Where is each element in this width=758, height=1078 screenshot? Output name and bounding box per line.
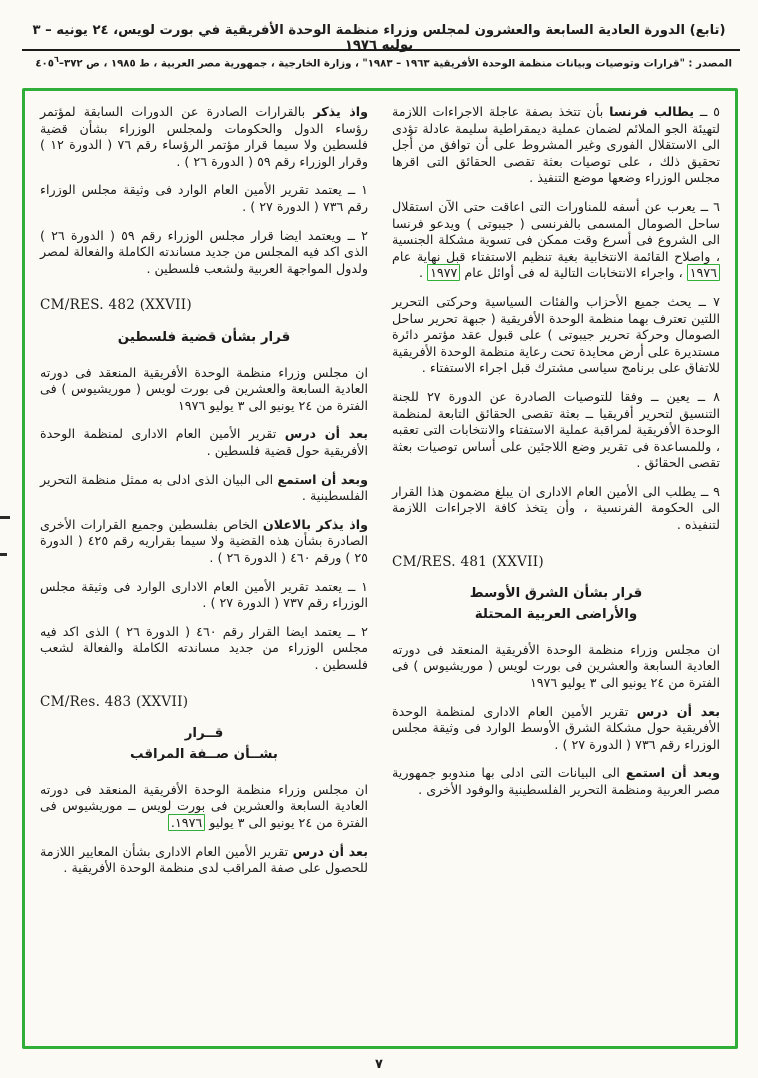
paragraph	[40, 426, 368, 459]
paragraph	[392, 294, 720, 377]
paragraph	[40, 624, 368, 674]
text-segment: وبعد أن استمع	[277, 471, 368, 487]
text-segment: ٢ ــ يعتمد ايضا القرار رقم ٤٦٠ ( الدورة ٢٦ ) الذى اكد فيه مجلس الوزراء من جديد مساندته الكاملة والفعالة لشعب فلسطين .	[40, 623, 368, 673]
resolution-code: CM/RES. 481 (XXVII)	[392, 553, 544, 570]
text-segment: ، واجراء الانتخابات التالية له فى أوائل عام	[460, 265, 687, 281]
text-segment: وبعد أن استمع	[625, 765, 720, 781]
text-segment: الى البيان الذى ادلى به ممثل منظمة التحرير الفلسطينية .	[40, 471, 368, 504]
paragraph	[392, 389, 720, 472]
text-segment: ٧ ــ يحث جميع الأحزاب والفئات السياسية وحركتى التحرير اللتين تعترف بهما منظمة الوحدة الأفريقية ( جبهة تحرير ساحل الصومال وحركة تحرير جيبوتى ) على قبول عقد مؤتمر دائرة مستديرة على أرض محايدة تحت رعاية منظمة الوحدة الأفريقية للاتفاق على برنامج سياسى مشترك قبل اجراء الاستفتاء .	[392, 293, 720, 376]
text-segment: بعد أن درس	[292, 843, 368, 859]
text-segment: الى البيانات التى ادلى بها مندوبو جمهورية مصر العربية ومنظمة التحرير الفلسطينية والوفود الأخرى .	[392, 765, 720, 797]
text-segment: واذ يذكر بالاعلان	[262, 516, 368, 532]
resolution-title-line: والأراضى العربية المحتلة	[474, 607, 638, 623]
text-segment: الخاص بفلسطين وجميع القرارات الأخرى الصادرة بشأن هذه القضية ولا سيما بقراريه رقم ٤٢٥ ( الدورة ٢٥ ) ورقم ٤٦٠ ( الدورة ٢٦ ) .	[40, 516, 369, 566]
header-source-text: المصدر : "قرارات وتوصيات وبيانات منظمة الوحدة الأفريقية ١٩٦٣ – ١٩٨٣" ، وزارة الخارجية ، جمهورية مصر العربية ، ط ١٩٨٥ ، ص ٣٧٢–٤٠٥	[35, 58, 732, 70]
paragraph	[40, 517, 368, 567]
paragraph	[40, 365, 368, 415]
text-segment: تقرير الأمين العام الادارى بشأن المعايير اللازمة للحصول على صفة المراقب لدى منظمة الوحدة الأفريقية .	[40, 843, 368, 876]
resolution-title-line: قــرار	[184, 726, 224, 742]
text-segment: ٥ ــ	[694, 104, 720, 119]
text-segment: ١ ــ يعتمد تقرير الأمين العام الوارد فى وثيقة مجلس الوزراء رقم ٧٣٦ ( الدورة ٢٧ ) .	[40, 182, 368, 214]
header-title: (تابع) الدورة العادية السابعة والعشرون لمجلس وزراء منظمة الوحدة الأفريقية في بورت لويس، ٢٤ يونيه – ٣ يوليه ١٩٧٦	[32, 23, 726, 53]
footnote-marker: ٦	[54, 55, 59, 64]
resolution-title-line: بشــأن صــفة المراقب	[130, 746, 278, 762]
paragraph	[392, 642, 720, 692]
text-segment: ٦ ــ يعرب عن أسفه للمناورات التى اعاقت حتى الآن استقلال ساحل الصومال المسمى بالفرنسى ( جيبوتى ) ويدعو فرنسا الى الشروع فى أسرع وقت ممكن فى تسوية مشكلة الجنسية ، واصلاح القائمة الانتخابية بغية تنظيم الاستفتاء قبل نهاية عام	[392, 198, 720, 264]
header-source	[16, 55, 732, 69]
text-segment: ١ ــ يعتمد تقرير الأمين العام الادارى الوارد فى وثيقة مجلس الوزراء رقم ٧٣٧ ( الدورة ٢٧ ) .	[40, 578, 368, 611]
paragraph	[392, 484, 720, 534]
text-segment: ٩ ــ يطلب الى الأمين العام الادارى ان يبلغ مضمون هذا القرار الى الحكومة الفرنسية ، وأن يتخذ كافة الاجراءات اللازمة لتنفيذه .	[392, 483, 720, 533]
paragraph	[40, 472, 368, 505]
text-segment: بأن تتخذ بصفة عاجلة الاجراءات اللازمة لتهيئة الجو الملائم لضمان عملية ديمقراطية سليمة عادلة تؤدى الى الاستقلال الفورى وغير المشروط على أن توافق من أجل تحقيق ذلك ، على توصيات بعثة تقصى الحقائق التى اقرها مجلس الوزراء وضعها موضع التنفيذ .	[392, 104, 720, 186]
text-segment: بعد أن درس	[284, 426, 369, 442]
paragraph	[40, 782, 368, 832]
scan-artifact	[0, 553, 7, 556]
paragraph	[392, 704, 720, 754]
text-segment: تقرير الأمين العام الادارى لمنظمة الوحدة الأفريقية حول قضية فلسطين .	[40, 426, 368, 459]
paragraph	[40, 104, 368, 170]
text-segment: بعد أن درس	[636, 703, 721, 719]
scan-artifact	[0, 516, 10, 519]
resolution-title-line: قرار بشأن الشرق الأوسط	[469, 586, 643, 602]
text-segment: ان مجلس وزراء منظمة الوحدة الأفريقية المنعقد فى دورته العادية السابعة والعشرين فى بورت لويس ( موريشيوس ) فى الفترة من ٢٤ يونيو الى ٣ يوليو ١٩٧٦	[40, 364, 368, 413]
paragraph	[40, 228, 368, 278]
selection-box	[22, 88, 738, 1049]
resolution-title	[392, 584, 720, 626]
resolution-code: CM/RES. 482 (XXVII)	[40, 297, 192, 314]
text-segment: .	[418, 265, 428, 281]
resolution-code: CM/Res. 483 (XXVII)	[40, 693, 189, 710]
paragraph	[392, 199, 720, 282]
text-segment: ٢ ــ ويعتمد ايضا قرار مجلس الوزراء رقم ٥٩ ( الدورة ٢٦ ) الذى اكد فيه المجلس من جديد مساندته الكاملة والفعالة لمصر ولدول المواجهة العربية ولشعب فلسطين .	[40, 227, 368, 276]
page-number: ٧	[375, 1057, 383, 1072]
search-highlight: ١٩٧٦.	[168, 814, 205, 831]
resolution-title	[40, 724, 368, 766]
text-segment: ان مجلس وزراء منظمة الوحدة الأفريقية المنعقد فى دورته العادية السابعة والعشرين فى بورت لويس ( موريشيوس ) فى الفترة من ٢٤ يونيو الى ٣ يوليو ١٩٧٦	[392, 641, 720, 690]
header-divider	[22, 49, 740, 51]
resolution-title-line: قرار بشأن قضية فلسطين	[117, 329, 291, 345]
paragraph	[392, 765, 720, 798]
resolution-title	[40, 328, 368, 349]
paragraph	[40, 579, 368, 612]
search-highlight: ١٩٧٧	[427, 264, 460, 281]
paragraph	[40, 844, 368, 877]
text-segment: ان مجلس وزراء منظمة الوحدة الأفريقية المنعقد فى دورته العادية السابعة والعشرين فى بورت لويس ــ موريشيوس فى الفترة من ٢٤ يونيو الى ٣ يوليو	[40, 781, 368, 830]
column-left	[40, 104, 368, 1038]
text-segment: تقرير الأمين العام الادارى لمنظمة الوحدة الأفريقية حول مشكلة الشرق الأوسط الوارد فى وثيقة مجلس الوزراء رقم ٧٣٦ ( الدورة ٢٧ ) .	[392, 703, 720, 752]
text-columns	[25, 91, 735, 1046]
text-segment: يطالب فرنسا	[609, 104, 695, 119]
column-right	[392, 104, 720, 1038]
search-highlight: ١٩٧٦	[687, 264, 720, 281]
text-segment: واذ يذكر	[313, 104, 368, 119]
text-segment: بالقرارات الصادرة عن الدورات السابقة لمؤتمر رؤساء الدول والحكومات ولمجلس الوزراء بشأن قضية فلسطين ولا سيما قرار مؤتمر الرؤساء رقم ٧٦ ( الدورة ١٢ ) وقرار الوزراء رقم ٥٩ ( الدورة ٢٦ ) .	[40, 104, 368, 169]
paragraph	[392, 104, 720, 187]
text-segment: ٨ ــ يعين ــ وفقا للتوصيات الصادرة عن الدورة ٢٧ للجنة التنسيق لتحرير أفريقيا ــ بعثة تقصى الحقائق التابعة لمنظمة الوحدة الأفريقية لمراقبة عملية الاستفتاء والانتخابات التى تعقبه ، وللمساعدة فى تقرير وضع اللاجئين على أساس توصيات بعثة تقصى الحقائق .	[392, 388, 720, 471]
paragraph	[40, 182, 368, 215]
